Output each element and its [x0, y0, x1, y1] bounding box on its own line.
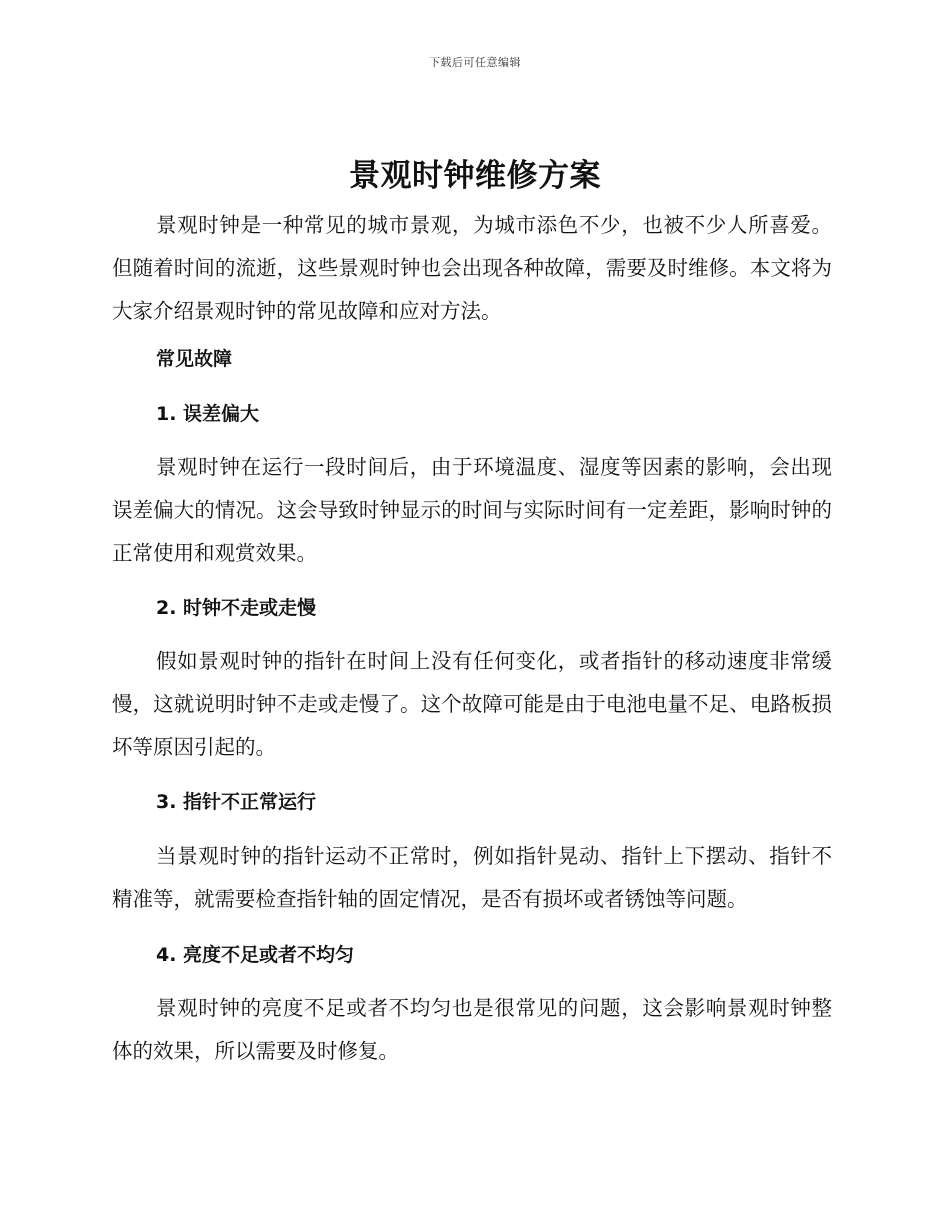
section-heading-common-faults: 常见故障	[156, 348, 233, 370]
fault-heading-3: 3. 指针不正常运行	[156, 791, 317, 813]
fault-heading-2: 2. 时钟不走或走慢	[156, 597, 317, 619]
intro-paragraph: 景观时钟是一种常见的城市景观，为城市添色不少，也被不少人所喜爱。但随着时间的流逝，这些景观时钟也会出现各种故障，需要及时维修。本文将为大家介绍景观时钟的常见故障和应对方法。	[112, 213, 832, 323]
document-title: 景观时钟维修方案	[349, 158, 601, 194]
fault-paragraph-4: 景观时钟的亮度不足或者不均匀也是很常见的问题，这会影响景观时钟整体的效果，所以需要及时修复。	[112, 996, 832, 1063]
header-note: 下载后可任意编辑	[429, 56, 521, 69]
fault-heading-4: 4. 亮度不足或者不均匀	[156, 944, 355, 966]
fault-heading-1: 1. 误差偏大	[156, 403, 260, 425]
fault-paragraph-2: 假如景观时钟的指针在时间上没有任何变化，或者指针的移动速度非常缓慢，这就说明时钟不走或走慢了。这个故障可能是由于电池电量不足、电路板损坏等原因引起的。	[112, 649, 832, 759]
fault-paragraph-3: 当景观时钟的指针运动不正常时，例如指针晃动、指针上下摆动、指针不精准等，就需要检查指针轴的固定情况，是否有损坏或者锈蚀等问题。	[112, 844, 832, 911]
fault-paragraph-1: 景观时钟在运行一段时间后，由于环境温度、湿度等因素的影响，会出现误差偏大的情况。这会导致时钟显示的时间与实际时间有一定差距，影响时钟的正常使用和观赏效果。	[112, 455, 832, 565]
